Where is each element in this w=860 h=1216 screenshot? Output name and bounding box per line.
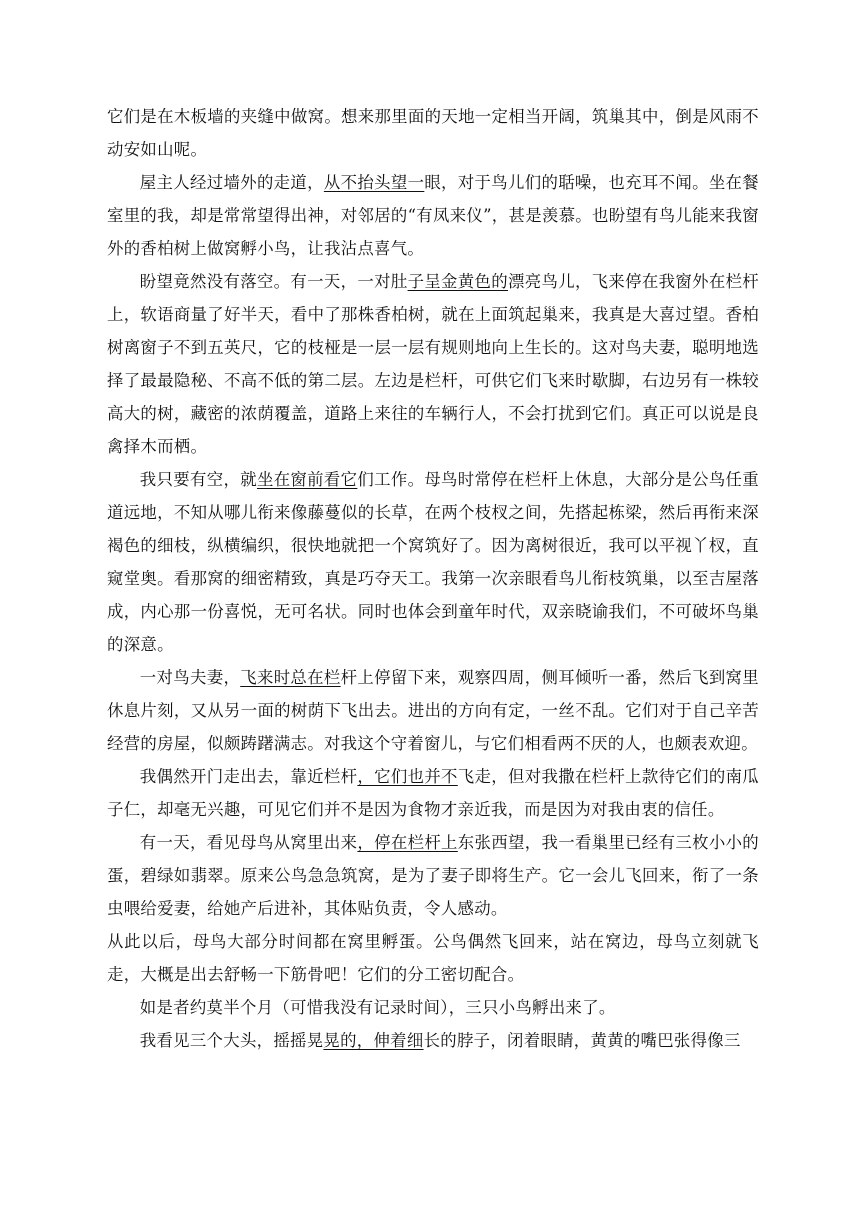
paragraph xyxy=(107,826,759,925)
underlined-phrase: 从不抬头望一 xyxy=(323,173,425,192)
text-run: 漂亮鸟儿，飞来停在我窗外在栏杆上，软语商量了好半天，看中了那株香柏树，就在上面筑起巢来，我真是大喜过望。香柏树离窗子不到五英尺，它的枝桠是一层一层有规则地向上生长的。这对鸟夫妻，聪明地选择了最最隐秘、不高不低的第二层。左边是栏杆，可供它们飞来时歇脚，右边另有一株较高大的树，藏密的浓荫覆盖，道路上来往的车辆行人，不会打扰到它们。真正可以说是良禽择木而栖。 xyxy=(107,272,759,456)
paragraph xyxy=(107,1024,759,1057)
underlined-phrase: 坐在窗前看它 xyxy=(256,470,358,489)
text-run: 东张西望，我一看巢里已经有三枚小小的蛋，碧绿如翡翠。原来公鸟急急筑窝，是为了妻子即将生产。它一会儿飞回来，衔了一条虫喂给爱妻，给她产后进补，其体贴负责，令人感动。 xyxy=(107,833,759,918)
text-run: 盼望竟然没有落空。有一天，一对肚 xyxy=(139,272,408,291)
underlined-phrase: 飞来时总在栏 xyxy=(240,668,341,687)
text-run: 如是者约莫半个月（可惜我没有记录时间），三只小鸟孵出来了。 xyxy=(139,998,616,1017)
text-run: 它们是在木板墙的夹缝中做窝。想来那里面的天地一定相当开阔，筑巢其中，倒是风雨不动安如山呢。 xyxy=(107,107,759,159)
paragraph xyxy=(107,463,759,661)
paragraph xyxy=(107,265,759,463)
text-run: 屋主人经过墙外的走道， xyxy=(139,173,324,192)
document-body xyxy=(107,100,759,1057)
underlined-phrase: ，它们也并不 xyxy=(357,767,458,786)
text-run: 眼，对于鸟儿们的聒噪，也充耳不闻。坐在餐室里的我，却是常常望得出神，对邻居的“有凤来仪”，甚是羡慕。也盼望有鸟儿能来我窗外的香柏树上做窝孵小鸟，让我沾点喜气。 xyxy=(107,173,759,258)
paragraph xyxy=(107,991,759,1024)
text-run: 们工作。母鸟时常停在栏杆上休息，大部分是公鸟任重道远地，不知从哪儿衔来像藤蔓似的长草，在两个枝杈之间，先搭起栋梁，然后再衔来深褐色的细枝，纵横编织，很快地就把一个窝筑好了。因为离树很近，我可以平视丫杈，直窥堂奥。看那窝的细密精致，真是巧夺天工。我第一次亲眼看鸟儿衔枝筑巢，以至吉屋落成，内心那一份喜悦，无可名状。同时也体会到童年时代，双亲晓谕我们，不可破坏鸟巢的深意。 xyxy=(107,470,759,654)
text-run: 有一天，看见母鸟从窝里出来 xyxy=(139,833,358,852)
text-run: 杆上停留下来，观察四周，侧耳倾听一番，然后飞到窝里休息片刻，又从另一面的树荫下飞出去。进出的方向有定，一丝不乱。它们对于自己辛苦经营的房屋，似颇踌躇满志。对我这个守着窗儿，与它们相看两不厌的人，也颇表欢迎。 xyxy=(107,668,759,753)
text-run: 从此以后，母鸟大部分时间都在窝里孵蛋。公鸟偶然飞回来，站在窝边，母鸟立刻就飞走，大概是出去舒畅一下筋骨吧！它们的分工密切配合。 xyxy=(107,932,759,984)
text-run: 一对鸟夫妻， xyxy=(139,668,241,687)
paragraph xyxy=(107,760,759,826)
paragraph xyxy=(107,166,759,265)
text-run: 我只要有空，就 xyxy=(139,470,257,489)
underlined-phrase: ，停在栏杆上 xyxy=(357,833,458,852)
text-run: 我看见三个大头，摇摇晃 xyxy=(139,1031,324,1050)
text-run: 我偶然开门走出去，靠近栏杆 xyxy=(139,767,358,786)
underlined-phrase: 晃的，伸着细 xyxy=(323,1031,424,1050)
paragraph xyxy=(107,925,759,991)
text-run: 长的脖子，闭着眼睛，黄黄的嘴巴张得像三 xyxy=(423,1031,741,1050)
paragraph xyxy=(107,661,759,760)
underlined-phrase: 子呈金黄色的 xyxy=(407,272,508,291)
text-run: 飞走，但对我撒在栏杆上款待它们的南瓜子仁，却毫无兴趣，可见它们并不是因为食物才亲近我，而是因为对我由衷的信任。 xyxy=(107,767,759,819)
paragraph xyxy=(107,100,759,166)
